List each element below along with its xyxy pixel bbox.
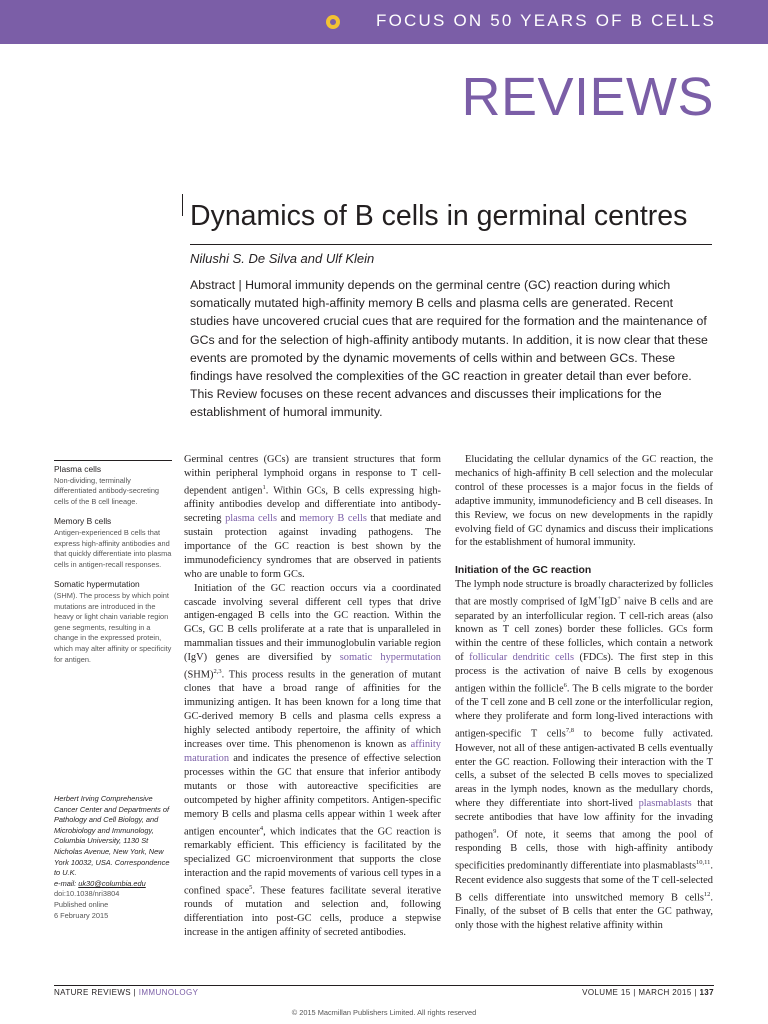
text-run: , which indicates that the GC reaction is remarkably efficient. This efficiency is facilitated by the specialized GC microenvironment that supports the close interaction and the rapid movements of various cell types in a confined space <box>184 825 441 897</box>
glossary-link[interactable]: affinity maturation <box>184 739 441 764</box>
citation-ref: 1 <box>262 483 266 491</box>
circle-bullet-icon <box>326 15 340 29</box>
footer-rule <box>54 985 714 986</box>
text-run: and indicates the presence of effective selection processes within the GC that ensure that inferior antibody mutants or those with autoreactive specificities are outcompeted by higher affinity competitors. Antigen-specific memory B cells and plasma cells appear within 1 week after antigen encounter <box>184 752 441 837</box>
text-run: (SHM) <box>184 669 214 681</box>
doi: doi:10.1038/nri3804 <box>54 889 120 899</box>
citation-ref: 9 <box>493 828 497 836</box>
body-column-left <box>184 453 441 940</box>
glossary-term: Somatic hypermutation <box>54 579 140 590</box>
banner-text: FOCUS ON 50 YEARS OF B CELLS <box>376 11 716 30</box>
text-run: . Within GCs, B cells expressing high-affinity antibodies develop and differentiate into antibody-secreting <box>184 485 441 525</box>
email-label: e-mail: <box>54 878 77 888</box>
affiliation-institution: Herbert Irving Comprehensive Cancer Center and Departments of Pathology and Cell Biology, and Microbiology and Immunology, Columbia University, 1130 St Nicholas Avenue, New York, New York 10032, USA. Correspondence to U.K. <box>54 794 170 878</box>
text-run: that mediate and sustain protection against invading pathogens. The importance of the GC reaction is best shown by the immunodeficiency syndromes that are observed in patients who are unable to form GCs. <box>184 513 442 580</box>
affiliation-email <box>54 879 174 890</box>
text-run: to become fully activated. However, not all of these antigen-activated B cells eventually enter the GC reaction. Following their interaction with the T cells, a subset of the selected B cells moves to specialized areas in the lymph nodes, known as the medullary chords, where they differentiate into short-lived <box>455 728 713 810</box>
paragraph <box>455 453 713 550</box>
subjournal-name: IMMUNOLOGY <box>138 988 199 997</box>
body-column-right <box>455 453 713 933</box>
article-title: Dynamics of B cells in germinal centres <box>190 200 688 232</box>
journal-name: NATURE REVIEWS <box>54 988 132 997</box>
text-run: . Of note, it seems that among the pool of responding B cells, those with high-affinity antibody specificities predominantly differentiate into plasmablasts <box>455 829 713 872</box>
paragraph <box>184 453 441 582</box>
glossary-sidebar <box>54 460 172 674</box>
published-date: 6 February 2015 <box>54 910 109 920</box>
glossary-link[interactable]: plasmablasts <box>638 798 692 810</box>
title-rule <box>182 194 183 216</box>
volume: VOLUME 15 <box>582 988 631 997</box>
glossary-definition: Non-dividing, terminally differentiated antibody-secreting cells of the B cell lineage. <box>54 475 160 506</box>
citation-ref: 6 <box>563 682 567 690</box>
footer-issue: VOLUME 15 | MARCH 2015 | 137 <box>582 988 714 997</box>
text-run: . These features facilitate several iterative rounds of mutation and selection and, following differentiation into post-GC cells, produce a stepwise increase in the antigen affinity of secreted antibodies. <box>184 885 441 938</box>
text-run: . The B cells migrate to the border of the T cell zone and B cell zone or the interfollicular region, where they proliferate and form long-lived interactions with antigen-specific T cells <box>455 683 713 740</box>
footer-journal: NATURE REVIEWS | IMMUNOLOGY <box>54 988 199 997</box>
issue-date: MARCH 2015 <box>638 988 692 997</box>
published-label: Published online <box>54 899 109 909</box>
text-run: and <box>277 513 300 525</box>
glossary-term: Plasma cells <box>54 460 172 475</box>
glossary-definition: (SHM). The process by which point mutations are introduced in the heavy or light chain variable region gene segments, resulting in a change in the expressed protein, which may alter affinity or specificity for antigen. <box>54 590 172 664</box>
text-run: . This process results in the generation of mutant clones that have a broad range of affinities for the immunizing antigen. It has been known for a long time that GC-derived memory B cells and plasma cells express a highly selected antibody repertoire, the affinity of which increases over time. This phenomenon is known as <box>184 669 441 751</box>
title-divider <box>190 244 712 245</box>
email-link[interactable]: uk30@columbia.edu <box>78 878 146 888</box>
citation-ref: 7,8 <box>565 727 574 735</box>
abstract: Abstract | Humoral immunity depends on the germinal centre (GC) reaction during which somatically mutated high-affinity memory B cells and plasma cells are generated. Recent studies have uncovered crucial cues that are required for the formation and the maintenance of GCs and for the selection of high-affinity antibody mutants. In addition, it is now clear that these events are promoted by the dynamic movements of cells within and between GCs. These findings have resolved the complexities of the GC reaction in greater detail than ever before. This Review focuses on these recent advances and discusses their implications for the establishment of humoral immunity. <box>190 278 708 420</box>
text-run: Elucidating the cellular dynamics of the GC reaction, the mechanics of high-affinity B cell selection and the molecular control of these processes is a major focus in the fields of adaptive immunity, immunodeficiency and B cell diseases. In this Review, we focus on new developments in the rapidly evolving field of GC dynamics and discuss their implications for the establishment of humoral immunity. <box>455 454 713 549</box>
citation-ref: + <box>617 595 621 603</box>
copyright: © 2015 Macmillan Publishers Limited. All rights reserved <box>291 1008 477 1017</box>
text-run: The lymph node structure is broadly characterized by follicles that are mostly comprised of IgM <box>455 579 713 608</box>
citation-ref: 12 <box>703 890 711 898</box>
text-run: (FDCs). The first step in this process is the activation of naive B cells by exogenous antigen within the follicle <box>455 652 713 695</box>
citation-ref: 5 <box>249 883 253 891</box>
author-affiliation <box>54 794 174 921</box>
page-number: 137 <box>699 988 714 997</box>
glossary-link[interactable]: somatic hypermutation <box>339 652 441 664</box>
text-run: naive B cells and are separated by an interfollicular region. T cell-rich areas (also known as T cell zones) border these follicles. GCs form within the centre of these follicles, which contain a network of <box>455 596 713 664</box>
citation-ref: 4 <box>259 824 264 832</box>
citation-ref: + <box>597 595 602 603</box>
text-run: that secrete antibodies that have low affinity for the invading pathogen <box>455 798 713 841</box>
article-authors: Nilushi S. De Silva and Ulf Klein <box>190 251 375 266</box>
focus-banner <box>0 0 768 44</box>
glossary-link[interactable]: plasma cells <box>225 513 278 525</box>
text-run: . Finally, of the subset of B cells that enter the GC pathway, only those with the highest relative affinity within <box>455 892 713 931</box>
citation-ref: 2,3 <box>213 668 222 676</box>
paragraph <box>455 578 713 933</box>
glossary-definition: Antigen-experienced B cells that express high-affinity antibodies and that quickly differentiate into plasma cells in antigen-recall responses. <box>54 527 172 569</box>
paragraph <box>184 582 441 940</box>
section-label: REVIEWS <box>461 67 714 127</box>
text-run: Initiation of the GC reaction occurs via a coordinated cascade involving several different cell types that drive antigen-engaged B cells into the GC reaction. Within the GCs, GC B cells proliferate at a rate that is unparalleled in mammalian tissues and their immunoglobulin variable region (IgV) genes are diversified by <box>184 582 441 664</box>
glossary-term: Memory B cells <box>54 516 112 527</box>
text-run: Germinal centres (GCs) are transient structures that form within peripheral lymphoid organs in response to T cell-dependent antigen <box>184 454 441 497</box>
glossary-link[interactable]: follicular dendritic cells <box>469 652 575 664</box>
text-run: IgD <box>601 596 618 608</box>
glossary-link[interactable]: memory B cells <box>299 513 367 525</box>
section-heading: Initiation of the GC reaction <box>455 565 592 577</box>
text-run: . Recent evidence also suggests that some of the T cell-selected B cells differentiate into unswitched memory B cells <box>455 860 713 904</box>
citation-ref: 10,11 <box>696 859 711 867</box>
